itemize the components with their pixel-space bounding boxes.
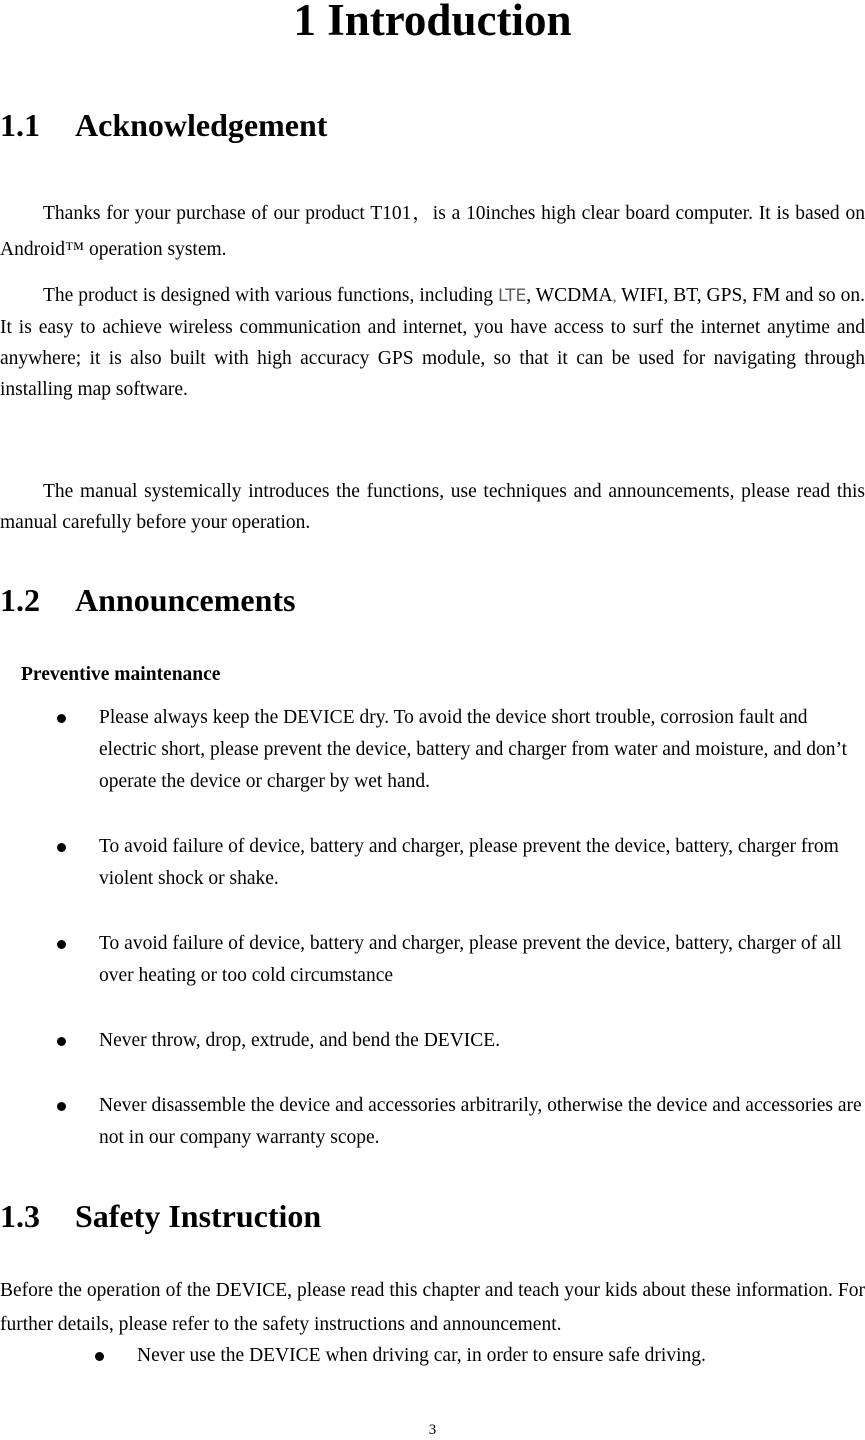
section-number: 1.1 <box>0 107 40 143</box>
paragraph-text: , WCDMA <box>526 285 613 306</box>
preventive-maintenance-subheading: Preventive maintenance <box>21 664 221 685</box>
bullet-icon <box>57 1037 66 1046</box>
list-item: Never disassemble the device and accessories arbitrarily, otherwise the device and accessories are not in our company warranty scope. <box>99 1095 862 1148</box>
section-title: Announcements <box>75 582 296 618</box>
paragraph-text: , <box>612 288 617 305</box>
section-title: Safety Instruction <box>75 1198 322 1234</box>
safety-intro-paragraph: Before the operation of the DEVICE, please read this chapter and teach your kids about these information. For further details, please refer to the safety instructions and announcement. <box>0 1280 865 1335</box>
lte-text: LTE <box>497 286 527 306</box>
list-item: Never use the DEVICE when driving car, in order to ensure safe driving. <box>137 1345 706 1366</box>
section-heading-acknowledgement <box>0 105 327 145</box>
list-item: Never throw, drop, extrude, and bend the DEVICE. <box>99 1030 501 1051</box>
bullet-icon <box>57 1102 66 1111</box>
list-item: Please always keep the DEVICE dry. To avoid the device short trouble, corrosion fault and electric short, please prevent the device, battery and charger from water and moisture, and don’t operate the device or charger by wet hand. <box>99 707 848 792</box>
section-heading-safety <box>0 1196 321 1236</box>
list-item: To avoid failure of device, battery and charger, please prevent the device, battery, charger from violent shock or shake. <box>99 836 839 889</box>
bullet-icon <box>95 1352 104 1361</box>
bullet-icon <box>57 843 66 852</box>
chapter-title: 1 Introduction <box>293 0 572 45</box>
section-number: 1.3 <box>0 1198 40 1234</box>
paragraph-text: WIFI, BT, GPS, FM and so on. It is easy to achieve wireless communication and internet, you have access to surf the internet anytime and anywhere; it is also built with high accuracy GPS module, so that it can be used for navigating through installing map software. <box>0 285 865 400</box>
section-heading-announcements <box>0 580 295 620</box>
acknowledgement-paragraph-1: Thanks for your purchase of our product T101，is a 10inches high clear board computer. It is based on Android™ operation system. <box>0 203 865 260</box>
acknowledgement-paragraph-2 <box>0 280 865 405</box>
section-title: Acknowledgement <box>75 107 328 143</box>
bullet-icon <box>57 940 66 949</box>
paragraph-text: The product is designed with various functions, including <box>43 285 498 306</box>
bullet-icon <box>57 714 66 723</box>
page-number: 3 <box>428 1422 437 1438</box>
list-item: To avoid failure of device, battery and charger, please prevent the device, battery, charger of all over heating or too cold circumstance <box>99 933 842 986</box>
acknowledgement-paragraph-3: The manual systemically introduces the functions, use techniques and announcements, please read this manual carefully before your operation. <box>0 481 865 533</box>
section-number: 1.2 <box>0 582 40 618</box>
